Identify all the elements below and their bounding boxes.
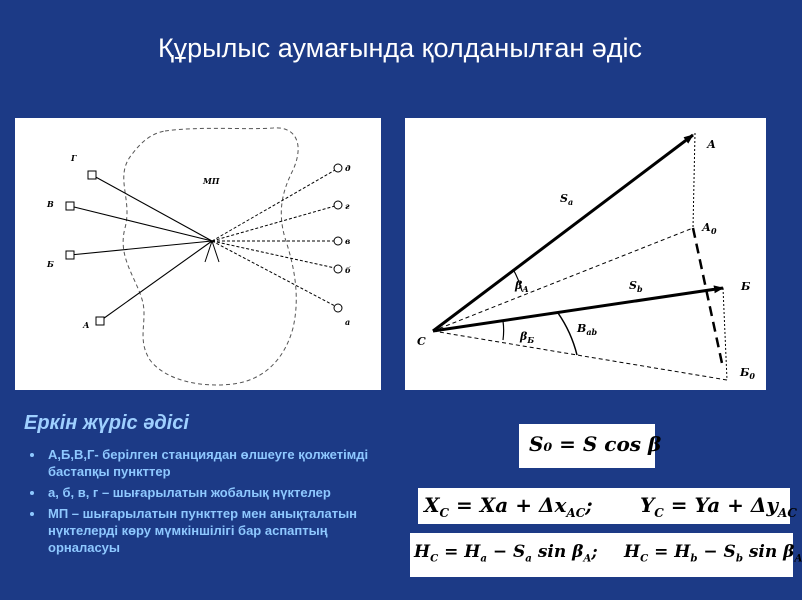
label-betaA: $\beta_A$ [515, 279, 529, 294]
formula-s0-text: S₀ = S cos β [529, 432, 662, 456]
label-Sa: $S_a$ [560, 192, 574, 207]
label-v: в [345, 236, 351, 246]
formula-coordinates [418, 488, 797, 524]
point-A-marker [96, 317, 104, 325]
label-d: д [345, 163, 351, 173]
formula-hc-a: $H_C = H_a - S_a$ $\sin \beta_A$; [414, 542, 598, 565]
label-A: А [83, 320, 90, 330]
line-C-B0 [433, 331, 727, 380]
line-to-A [100, 241, 212, 321]
formula-hc-b: $H_C = H_b - S_b$ $\sin \beta_A$ [624, 542, 802, 565]
label-MP: МП [203, 176, 220, 186]
angle-arc-betaB [503, 321, 504, 340]
formula-heights [410, 533, 802, 577]
station-diagram-panel [15, 118, 381, 390]
point-d-marker [334, 164, 342, 172]
label-a: а [345, 317, 351, 327]
bullet-item: А,Б,В,Г- берілген станциядан өлшеуге қолжетімді бастапқы пункттер [28, 446, 378, 480]
label-A: А [707, 138, 716, 151]
label-C: С [417, 335, 426, 348]
bullet-item: а, б, в, г – шығарылатын жобалық нүктелер [28, 484, 378, 501]
point-g-marker [334, 201, 342, 209]
line-C-A0 [433, 228, 693, 331]
method-title: Еркін жүріс әдісі [24, 412, 189, 434]
label-G: Г [71, 153, 77, 163]
label-b: б [345, 265, 351, 275]
angle-arc-Bab [558, 313, 577, 355]
line-to-B [70, 241, 212, 255]
point-v-marker [334, 237, 342, 245]
label-V: В [47, 199, 54, 209]
vector-diagram-panel [405, 118, 766, 390]
label-B: Б [741, 280, 751, 293]
point-V-marker [66, 202, 74, 210]
vector-Sa [433, 135, 693, 331]
line-B-B0 [723, 288, 727, 380]
label-A0: $А_0$ [702, 221, 717, 236]
formula-yc: $Y_C = Ya + \Delta y_{AC}$ [640, 493, 797, 520]
formula-xc: $X_C = Xa + \Delta x_{AC}$; [424, 493, 593, 520]
label-g: г [345, 201, 350, 211]
point-b-marker [334, 265, 342, 273]
slide-title: Құрылыс аумағында қолданылған әдіс [157, 33, 643, 63]
line-to-V [70, 206, 212, 241]
label-B: Б [47, 259, 54, 269]
line-to-g [212, 206, 335, 241]
line-to-b [212, 241, 335, 268]
point-B-marker [66, 251, 74, 259]
formula-s0 [519, 424, 662, 468]
line-to-d [212, 170, 335, 241]
label-B0: $Б_0$ [740, 366, 755, 381]
bullet-list [28, 446, 378, 560]
point-a-marker [334, 304, 342, 312]
label-Sb: $S_b$ [629, 279, 643, 294]
label-Bab: $В_{ab}$ [577, 322, 598, 337]
mp-boundary [123, 128, 298, 385]
point-G-marker [88, 171, 96, 179]
line-to-G [92, 175, 212, 241]
station-diagram [15, 118, 381, 390]
vector-diagram [405, 118, 766, 390]
bullet-item: МП – шығарылатын пункттер мен анықталатын нүктелерді көру мүмкіншілігі бар аспаптың орналасуы [28, 505, 378, 556]
line-A-A0 [693, 133, 695, 228]
line-to-a [212, 241, 335, 306]
line-A0-B0 [693, 228, 723, 368]
label-betaB: $\beta_Б$ [520, 330, 535, 345]
